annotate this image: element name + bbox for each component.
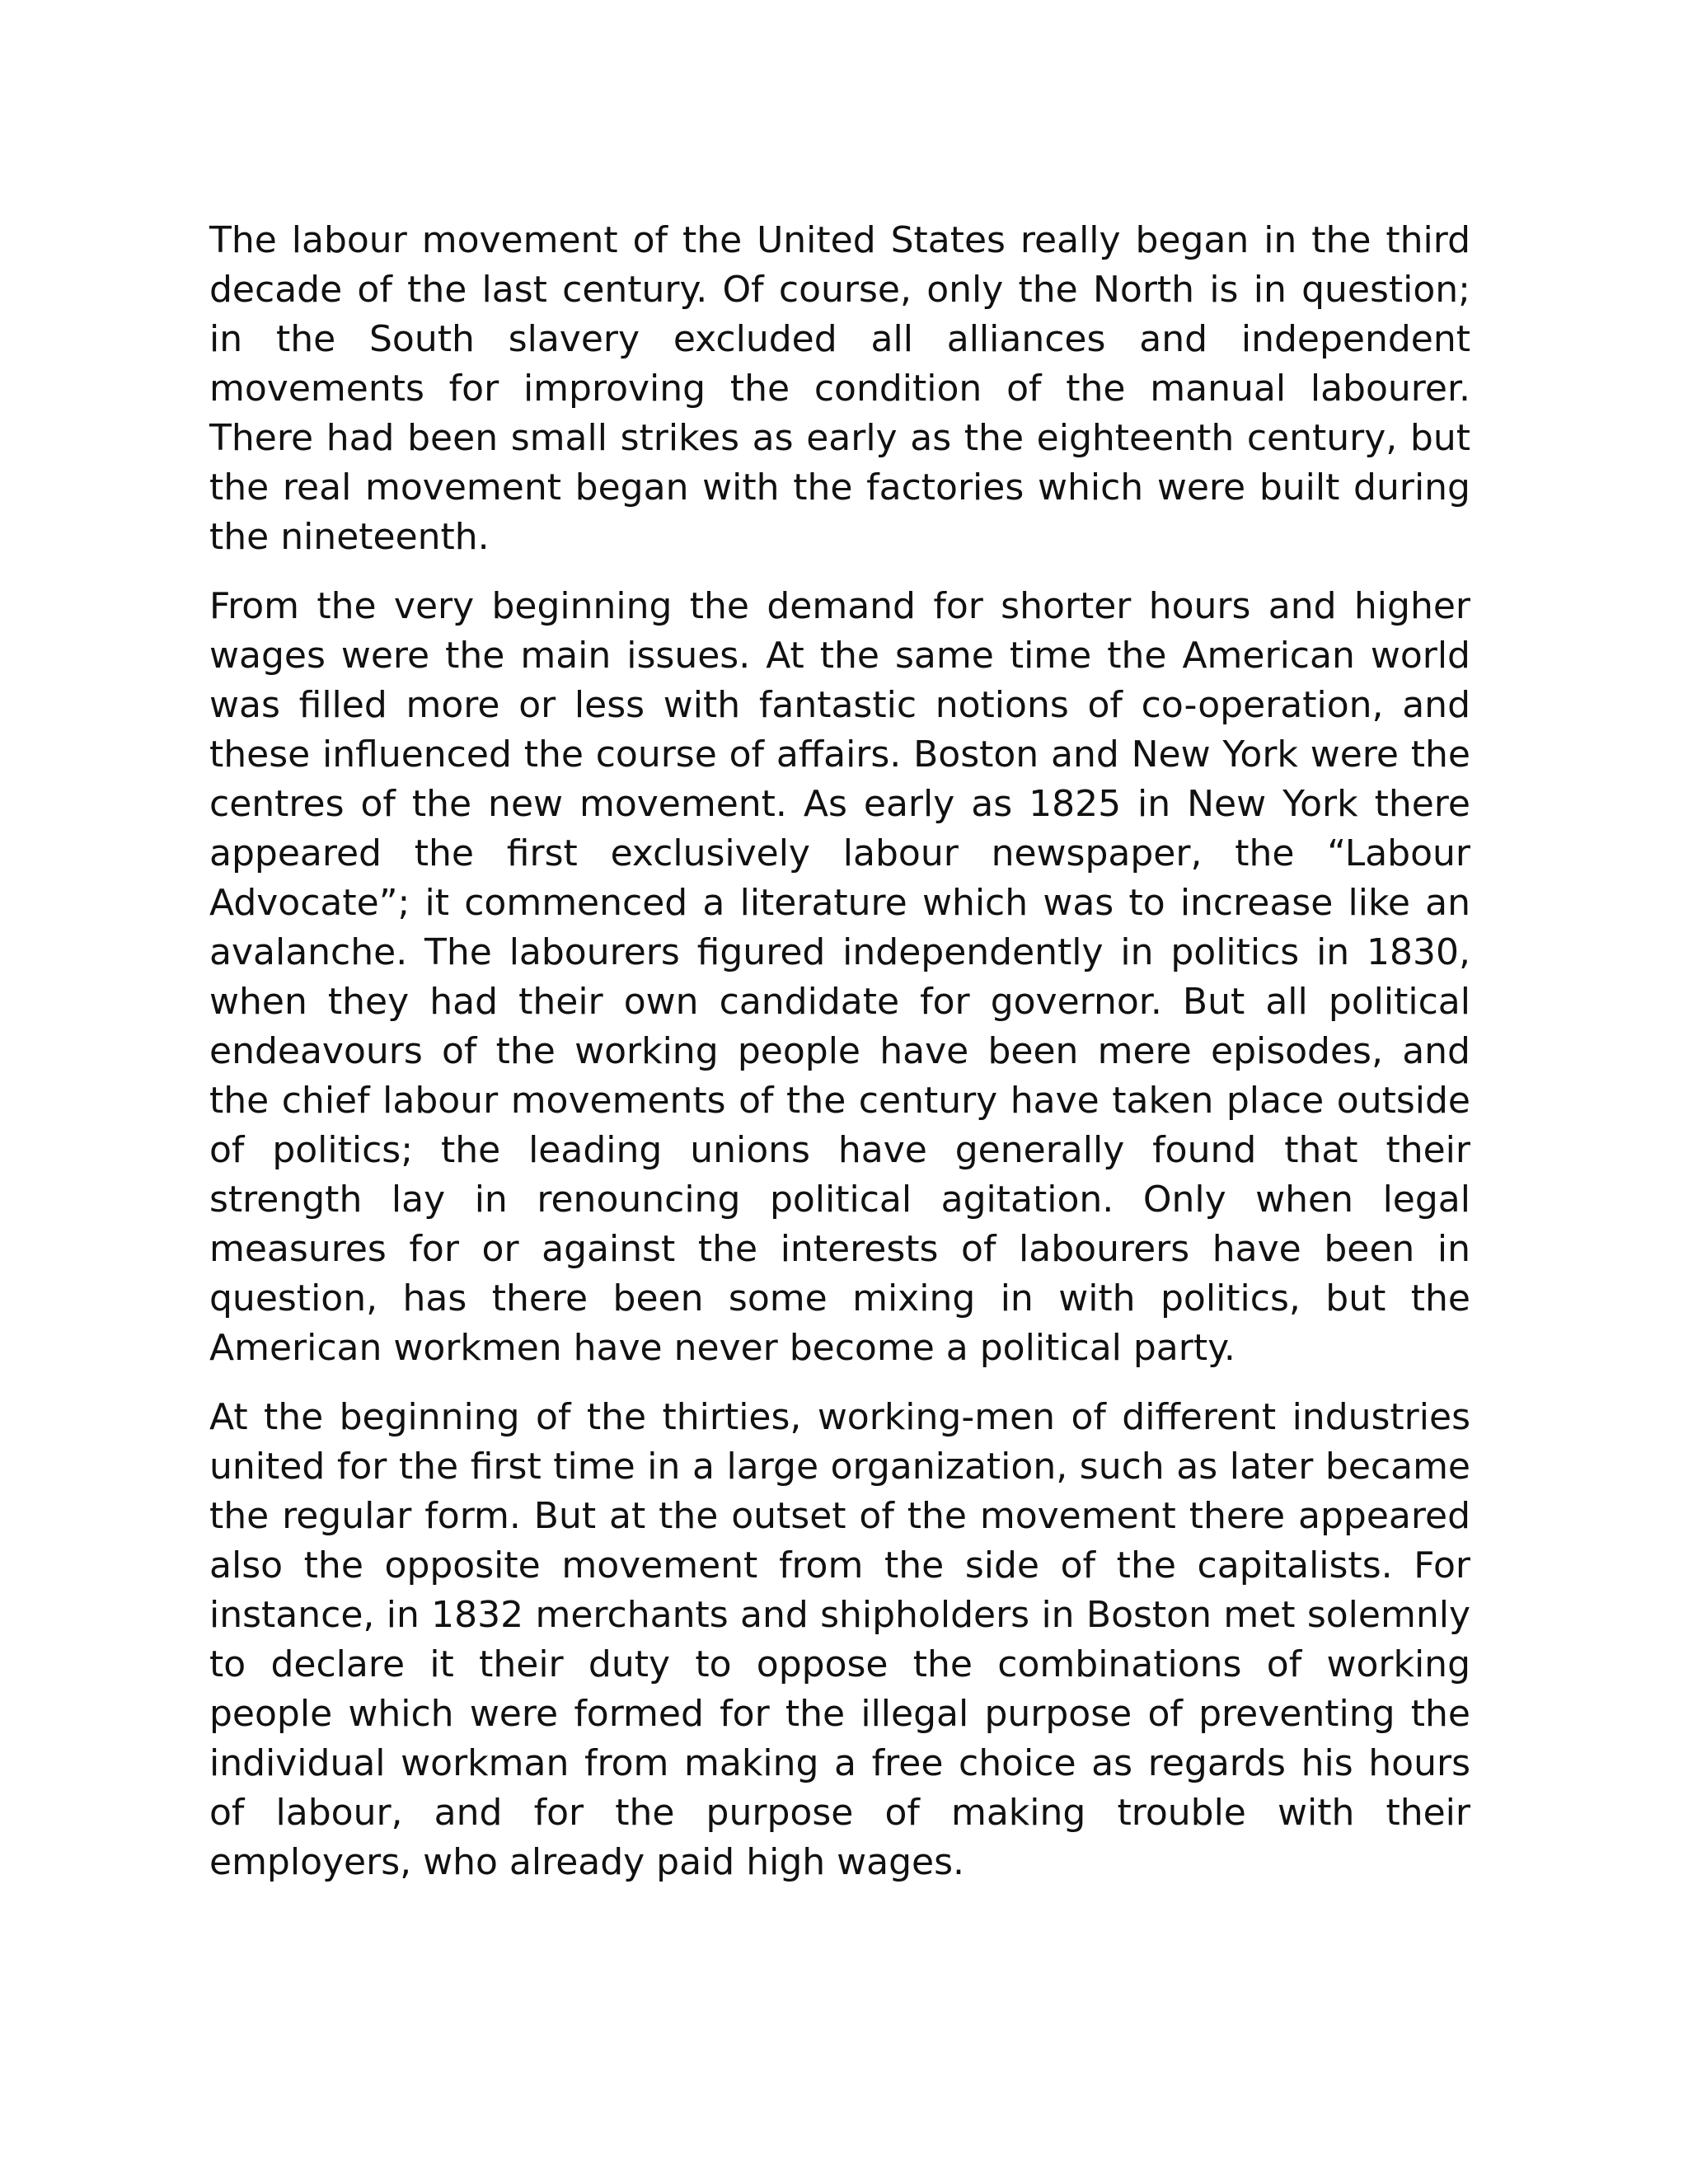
paragraph-2: From the very beginning the demand for shorter hours and higher wages were the main issues. At the same time the American world was filled more or less with fantastic notions of co-operation, and these influenced the course of affairs. Boston and New York were the centres of the new movement. As early as 1825 in New York there appeared the first exclusively labour newspaper, the “Labour Advocate”; it commenced a literature which was to increase like an avalanche. The labourers figured independently in politics in 1830, when they had their own candidate for governor. But all political endeavours of the working people have been mere episodes, and the chief labour movements of the century have taken place outside of politics; the leading unions have generally found that their strength lay in renouncing political agitation. Only when legal measures for or against the interests of labourers have been in question, has there been some mixing in with politics, but the American workmen have never become a political party. [209,585,1470,1369]
paragraph-3: At the beginning of the thirties, working-men of different industries united for the first time in a large organization, such as later became the regular form. But at the outset of the movement there appeared also the opposite movement from the side of the capitalists. For instance, in 1832 merchants and shipholders in Boston met solemnly to declare it their duty to oppose the combinations of working people which were formed for the illegal purpose of preventing the individual workman from making a free choice as regards his hours of labour, and for the purpose of making trouble with their employers, who already paid high wages. [209,1396,1470,1883]
document-page [209,216,1470,1907]
paragraph-1: The labour movement of the United States really began in the third decade of the last century. Of course, only the North is in question; in the South slavery excluded all alliances and independent movements for improving the condition of the manual labourer. There had been small strikes as early as the eighteenth century, but the real movement began with the factories which were built during the nineteenth. [209,219,1470,558]
